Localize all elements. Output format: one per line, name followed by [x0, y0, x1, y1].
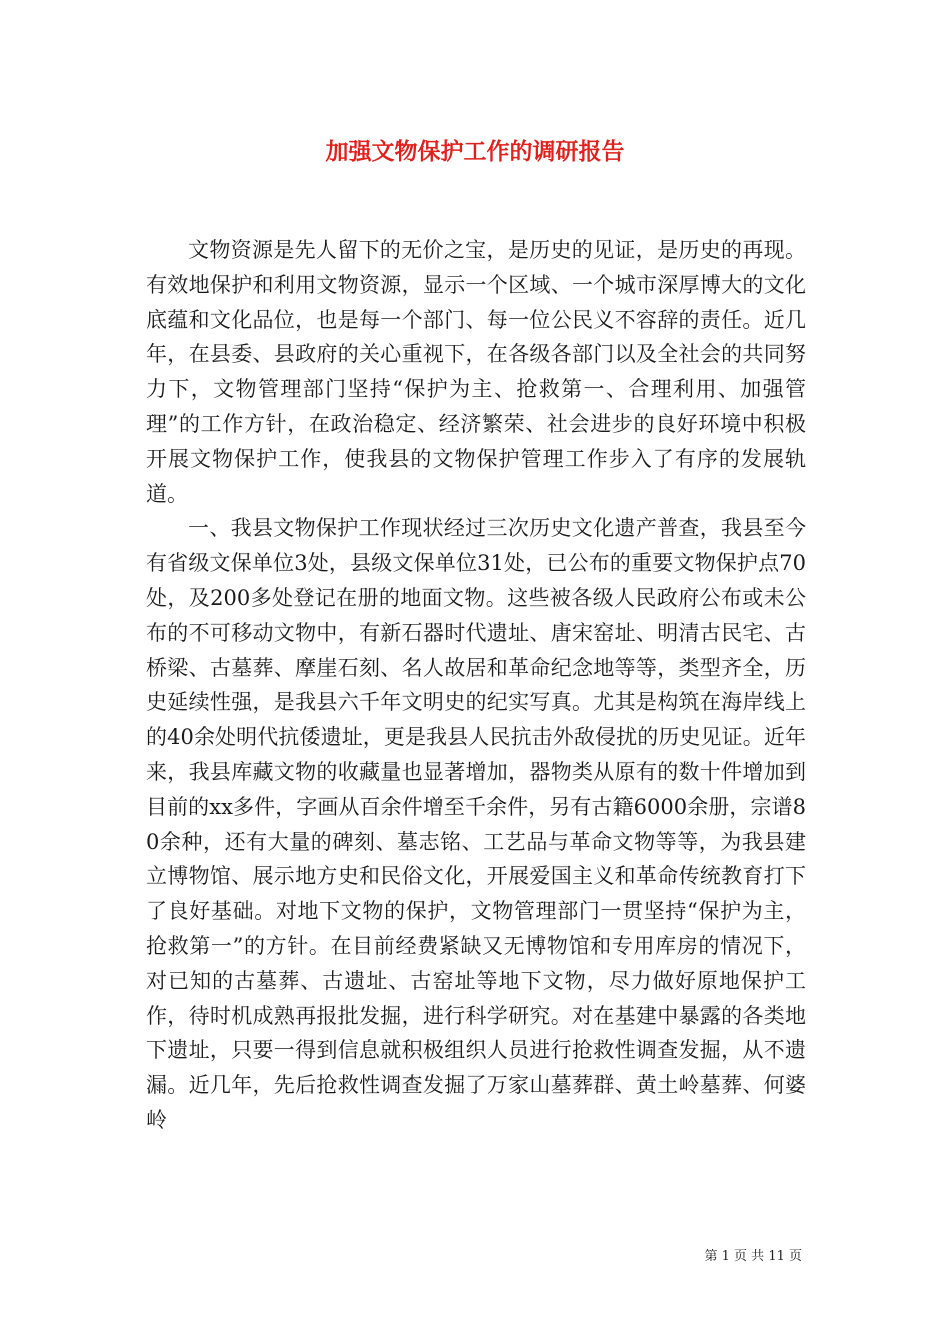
page-number-footer: 第 1 页 共 11 页 [704, 1249, 802, 1264]
document-title: 加强文物保护工作的调研报告 [325, 138, 625, 165]
paragraph-section-1: 一、我县文物保护工作现状经过三次历史文化遗产普查，我县至今有省级文保单位3处，县级文保单位31处，已公布的重要文物保护点70处，及200多处登记在册的地面文物。这些被各级人民政府公布或未公布的不可移动文物中，有新石器时代遗址、唐宋窑址、明清古民宅、古桥梁、古墓葬、摩崖石刻、名人故居和革命纪念地等等，类型齐全，历史延续性强，是我县六千年文明史的纪实写真。尤其是构筑在海岸线上的40余处明代抗倭遗址，更是我县人民抗击外敌侵扰的历史见证。近年来，我县库藏文物的收藏量也显著增加，器物类从原有的数十件增加到目前的xx多件，字画从百余件增至千余件，另有古籍6000余册，宗谱80余种，还有大量的碑刻、墓志铭、工艺品与革命文物等等，为我县建立博物馆、展示地方史和民俗文化，开展爱国主义和革命传统教育打下了良好基础。对地下文物的保护，文物管理部门一贯坚持“保护为主，抢救第一”的方针。在目前经费紧缺又无博物馆和专用库房的情况下，对已知的古墓葬、古遗址、古窑址等地下文物，尽力做好原地保护工作，待时机成熟再报批发掘，进行科学研究。对在基建中暴露的各类地下遗址，只要一得到信息就积极组织人员进行抢救性调查发掘，从不遗漏。近几年，先后抢救性调查发掘了万家山墓葬群、黄土岭墓葬、何婆岭 [146, 516, 806, 1132]
document-body [146, 233, 806, 1138]
paragraph-intro: 文物资源是先人留下的无价之宝，是历史的见证，是历史的再现。有效地保护和利用文物资源，显示一个区域、一个城市深厚博大的文化底蕴和文化品位，也是每一个部门、每一位公民义不容辞的责任。近几年，在县委、县政府的关心重视下，在各级各部门以及全社会的共同努力下，文物管理部门坚持“保护为主、抢救第一、合理利用、加强管理”的工作方针，在政治稳定、经济繁荣、社会进步的良好环境中积极开展文物保护工作，使我县的文物保护管理工作步入了有序的发展轨道。 [146, 238, 806, 506]
